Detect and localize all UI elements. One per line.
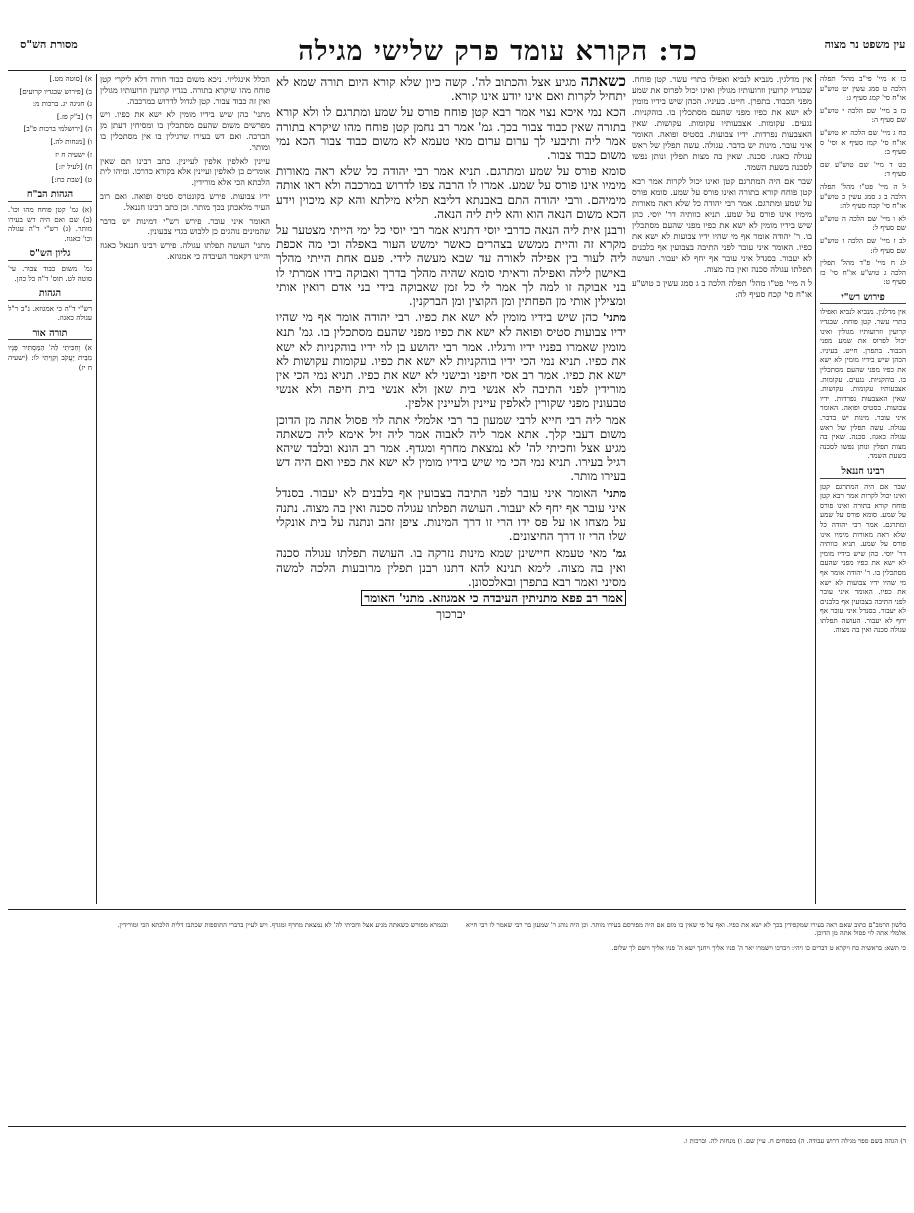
gemara-paragraph	[276, 607, 626, 621]
torah-or-title: תורה אור	[8, 329, 92, 341]
gemara-paragraph	[276, 310, 626, 410]
tosafot-entry: הכלל אינגליזי. ניכא משום כבוד חורה דלא ליקרי קטן פוחח מהו שיקרא בתורה. בגדיו קרועין וזרועותיו מגולין ואין זה כבוד צבור. קטן לגדול לדרוש במרכבה.	[100, 74, 270, 106]
paragraph-lead: כשאתה	[580, 74, 626, 90]
column-rule	[96, 74, 97, 904]
masoret-entry: א) [סוטה מט.]	[49, 74, 92, 83]
paragraph-text: אמר ליה רבי חייא לרבי שמעון בר רבי אלמלי אתה לוי פסול אתה מן הדוכן משום דעבי קלך. אתא אמר ליה לאבוה אמר ליה זיל אימא ליה כשאתה מגיע אצל וחכיתי לה' לא נמצאת מחרף ומגדף. אמר רב הונא ובלבד שיהא רגיל בעירו. תניא נמי הכי מי שיש בידיו מומין לא ישא את כפיו ואם היה דש בעירו מותר.	[276, 412, 626, 484]
rabbeinu-chananel-title: רבינו חננאל	[820, 467, 906, 479]
paragraph-text: הכא נמי איכא נצוי אמר רבא קטן פוחח פורס על שמע ומתרגם לו ולא קורא בתורה שאין כבוד צבור בכך. גמ' אמר רב נחמן קטן פוחח מהו שיקרא בתורה אמר ליה ותיבעי לך ערום ערום מאי טעמא לא משום כבוד צבור הכא נמי משום כבוד צבור.	[276, 105, 626, 163]
catchword: יברכוך	[436, 607, 466, 622]
verse-text: כי תשא: בראשית כח ויקרא ט דברים כו ויהי: ויברכו וישמרו יאר ה' פניו אליך ויחנך ישא ה' פניו אליך וישם לך שלום.	[611, 944, 906, 953]
header-rule	[8, 70, 906, 71]
masoret-heading: מסורת הש"ס	[20, 38, 78, 51]
rashi-title: פירוש רש"י	[820, 293, 906, 305]
ein-mishpat-entry: לג ח מיי' פ"ד מהל' תפלין הלכה ג טוש"ע או"ח סי' כז סעיף ט:	[820, 258, 906, 287]
hagahot-habach-title: הגהות הב"ח	[8, 190, 92, 202]
ein-mishpat-entry: לא ו מיי' שם הלכה ה טוש"ע שם סעיף ל:	[820, 213, 906, 233]
masoret-entry: ט) [שבת כח:]	[51, 174, 92, 184]
hagahot-habach-text: (א) גמ' קטן פוחח מהו וכו'. (ב) שם ואם היה דש בעירו מותר. (ג) רש"י ד"ה עגולה וכו' כאגוז.	[8, 204, 92, 243]
paragraph-text: כהן שיש בידיו מומין לא ישא את כפיו. רבי יהודה אומר אף מי שהיו ידיו צבועות סטיס ופואה לא ישא את כפיו מפני שהעם מסתכלין בו. גמ' תנא מומין שאמרו בפניו ידיו ורגליו. אמר רבי יהושע בן לוי ידיו בוהקניות לא ישא את כפיו. תניא נמי הכי ידיו בוהקניות לא ישא את כפיו. עקומות עקושות לא ישא את כפיו. אמר רב אסי חיפני ובישני לא ישא את כפיו. תניא נמי הכי אין מורידין לפני התיבה לא אנשי בית שאן ולא אנשי בית חיפה ולא אנשי טבעונין מפני שקורין לאלפין עיינין ולעיינין אלפין.	[276, 310, 626, 411]
rabbeinu-chananel-text: שבר אם היה המתרגם קטן ואינו יכול לקרות אמר רבא קטן פוחח קורא בתורה ואינו פורס על שמע. סומא פורס על שמע ומתרגם. אמר רבי יהודה כל שלא ראה מאורות מימיו אינו פורס על שמע. תניא כוותיה דר' יוסי. כהן שיש בידיו מומין לא ישא את כפיו מפני שהעם מסתכלין בו. ר' יהודה אומר אף מי שהיו ידיו צבועות לא ישא את כפיו. האומר איני עובר לפני התיבה בצבועין אף בלבנים לא יעבור. בסנדל איני עובר אף יחף לא יעבור. העושה תפלתו עגולה סכנה ואין בה מצוה.	[820, 481, 906, 635]
ein-mishpat-repeat: ל ה מיי' פט"ו מהל' תפלה הלכה ב ג סמג עשין כ טוש"ע או"ח סי' קכח סעיף לה:	[632, 278, 812, 299]
rashi-column	[632, 74, 812, 899]
bottom-commentary-right	[466, 914, 906, 1114]
column-rule	[815, 74, 816, 904]
masoret-entry: ה) [ירושלמי ברכות פ"ב]	[23, 124, 92, 134]
ein-mishpat-entry: כח ג מיי' שם הלכה יא טוש"ע או"ח סי' קמז סעיף א וסי' ס סעיף ב:	[820, 127, 906, 157]
paragraph-text: מגיע אצל והכתוב לה'. קשה כיון שלא קורא היום תורה שמא לא יתחיל לקרות ואם אינו יודע אינו קורא.	[276, 75, 626, 104]
gemara-text	[276, 74, 626, 899]
gemara-paragraph	[276, 164, 626, 221]
hagahot-text: רש"י ד"ה כי אמגוזא. נ"ב ר"ל עגולה כאגוז.	[8, 303, 92, 323]
footer-rule	[8, 1126, 906, 1127]
tosafot-column	[100, 74, 270, 899]
gemara-paragraph	[276, 591, 626, 605]
tosafot-entry: עיינין לאלפין אלפין לעיינין. כתב רבינו תם שאין אומרים כן לאלפין ועיינין אלא בקורא כדרכו. ומיהו לית הלכתא הכי אלא מורידין.	[100, 155, 270, 188]
rashi-text: אין מדלגין. מנביא לנביא ואפילו בתרי עשר. קטן פוחח. שבגדיו קרועין וזרועותיו מגולין ואינו יכול לפרוס את שמע מפני הכבוד. בתפרן. חייט. בעיניו. הכהן שיש בידיו מומין לא ישא את כפיו מפני שהעם מסתכלין בו. בוהקניות. נגעים. עקומות. אצבעותיו עקומות. עקושות. שאין האצבעות נפרדות. ידיו צבועות. בסטיס ופואה. האומר איני עובר. מינות יש בדבר. עגולה. עשה תפלין של ראש עגולה כאגוז. סכנה. שאין בה מצות תפלין ונותן נפשו לסכנה בשעת השמד.	[820, 307, 906, 461]
masoret-entry: ג) חגיגה יג. ברכות מ:	[32, 99, 92, 109]
gilyon-hashas-title: גליון הש"ס	[8, 249, 92, 261]
masoret-column	[8, 74, 92, 904]
footer-text: ד) הגהה בשם ספר מגילה דרוש עבודה. ה) בפסחים ח. עיין שם. ו) מנחות לה. וברכות ו.	[683, 1136, 906, 1145]
ein-mishpat-heading: עין משפט נר מצוה	[824, 38, 906, 51]
bottom-commentary-left	[8, 914, 448, 1114]
hagahot-title: הגהות	[8, 289, 92, 301]
ein-mishpat-entry: כז ב מיי' שם הלכה י טוש"ע שם סעיף ה:	[820, 105, 906, 125]
footer-notes	[8, 1130, 906, 1170]
paragraph-text: מאי טעמא חיישינן שמא מינות נזרקה בו. העושה תפלתו עגולה סכנה ואין בה מצוה. לימא תנינא להא דתנו רבנן תפלין מרובעות הלכה למשה מסיני ואמר רבא בתפרן ובאלכסונן.	[276, 545, 626, 589]
paragraph-text: ורבנן אית ליה הנאה כדרבי יוסי דתניא אמר רבי יוסי כל ימי הייתי מצטער על מקרא זה והיית ממשש בצהרים כאשר ימשש העור באפלה וכי מה אכפת ליה לעור בין אפילה לאורה עד שבא מעשה לידי. פעם אחת הייתי מהלך באישון לילה ואפילה וראיתי סומא שהיה מהלך בדרך ואבוקה בידו אמרתי לו בני אבוקה זו למה לך אמר לי כל זמן שאבוקה בידי בני אדם רואין אותי ומצילין אותי מן הפחתין ומן הקוצין ומן הברקנין.	[276, 223, 626, 309]
rashi-main-text: אין מדלגין. מנביא לנביא ואפילו בתרי עשר. קטן פוחח. שבגדיו קרועין וזרועותיו מגולין ואינו יכול לפרוס את שמע מפני הכבוד. בתפרן. חייט. בעיניו. הכהן שיש בידיו מומין לא ישא את כפיו מפני שהעם מסתכלין בו. בוהקניות. נגעים. עקומות. אצבעותיו עקומות. עקושות. שאין האצבעות נפרדות. ידיו צבועות. בסטיס ופואה. האומר איני עובר. מינות יש בדבר. עגולה. עשה תפלין של ראש עגולה כאגוז. סכנה. שאין בה מצות תפלין ונותן נפשו לסכנה בשעת השמד.	[632, 74, 812, 172]
closing-text: אמר רב פפא מתניתין העיבדה כי אמגוזא. מתני' האומר	[361, 590, 626, 606]
mishna-marker: מתני'	[602, 311, 626, 325]
gemara-paragraph	[276, 486, 626, 544]
mishna-marker: מתני'	[602, 486, 626, 500]
masoret-entry: ד) [ב"ק פז.]	[56, 111, 92, 121]
gilyon-hashas-text: גמ' משום כבוד צבור. עי' סוטה לט. תוס' ד"ה כל כהן.	[8, 263, 92, 283]
bottom-commentary-text: בלשון הרמב"ם כתוב שאם ראה בעירו שמקפידין בכך לא ישא את כפיו. ואף על פי שאין בו מום אם היה מפורסם בעירו מותר. וכן היה נוהג ר' שמעון בר רבי שאמר לו רבי חייא אלמלי אתה לוי פסול אתה מן הדוכן.	[466, 920, 906, 938]
torah-or-text: א) וְחִכִּיתִי לַה' הַמַּסְתִּיר פָּנָיו מִבֵּית יַעֲקֹב וְקִוֵּיתִי לוֹ: (ישעיה ח יז)	[8, 343, 92, 372]
masoret-entry: ב) [פירוש שבגדיו קרועים]	[19, 86, 92, 96]
tosafot-entry: האומר איני עובר. פירש רש"י דמינות יש בדבר שהמינים נוהגים כן ללבוש בגדי צבעונין.	[100, 215, 270, 237]
ein-mishpat-entry: לב ז מיי' שם הלכה ז טוש"ע שם סעיף לז:	[820, 235, 906, 255]
gemara-paragraph	[276, 74, 626, 103]
tosafot-entry: מתני' העושה תפלתו עגולה. פירש רבינו חננאל כאגוז והיינו דקאמר העיבדה כי אמגוזא.	[100, 240, 270, 261]
gemara-paragraph	[276, 105, 626, 162]
masoret-entry: ז) ישעיה ח יז	[55, 149, 92, 159]
tosafot-entry: מתני' כהן שיש בידיו מומין לא ישא את כפיו. ויש מפרשים משום שהעם מסתכלין בו ומסיחין דעתן מן הברכה. ואם דש בעירו שרגילין בו אין מסתכלין בו ומותר.	[100, 109, 270, 152]
gemara-marker: גמ'	[612, 546, 626, 560]
talmud-page	[8, 6, 906, 1206]
page-header	[8, 36, 906, 66]
masoret-entry: ח) [לעיל יז:]	[55, 162, 92, 172]
rabbeinu-chananel-repeat: שבר אם היה המתרגם קטן ואינו יכול לקרות אמר רבא קטן פוחח קורא בתורה ואינו פורס על שמע. סומא פורס על שמע ומתרגם. אמר רבי יהודה כל שלא ראה מאורות מימיו אינו פורס על שמע. תניא כוותיה דר' יוסי. כהן שיש בידיו מומין לא ישא את כפיו מפני שהעם מסתכלין בו. ר' יהודה אומר אף מי שהיו ידיו צבועות לא ישא את כפיו. האומר איני עובר לפני התיבה בצבועין אף בלבנים לא יעבור. בסנדל איני עובר אף יחף לא יעבור. העושה תפלתו עגולה סכנה ואין בה מצוה.	[632, 176, 812, 274]
ein-mishpat-entry: כו א מיי' פי"ב מהל' תפלה הלכה ט סמג עשין יט טוש"ע או"ח סי' קמג סעיף ג:	[820, 74, 906, 103]
paragraph-text: האומר איני עובר לפני התיבה בצבועין אף בלבנים לא יעבור. בסנדל איני עובר אף יחף לא יעבור. העושה תפלתו עגולה סכנה ואין בה מצוה. נתנה על מצחו או על פס ידו הרי זו דרך המינות. ציפן זהב ונתנה על בית אונקלי שלו הרי זו דרך החיצונים.	[276, 485, 626, 544]
ein-mishpat-entry: ל ה מיי' פט"ו מהל' תפלה הלכה ב ג סמג עשין כ טוש"ע או"ח סי' קכח סעיף לה:	[820, 181, 906, 211]
ein-mishpat-column	[820, 74, 906, 904]
tosafot-entry: ידיו צבועות. פירש בקונטרס סטיס ופואה. ואם רוב העיר מלאכתן בכך מותר. וכן כתב רבינו חננאל.	[100, 190, 270, 212]
gemara-paragraph	[276, 413, 626, 484]
bottom-commentary-text: ובגמרא מפורש כשאתה מגיע אצל וחכיתי לה' לא נמצאת מחרף ומגדף. ויש לעיין בדברי התוספות שכתבו דלית הלכתא הכי ומורידין.	[117, 920, 448, 929]
masoret-entry: ו) [מנחות לה.]	[50, 136, 92, 146]
gemara-paragraph	[276, 546, 626, 590]
gemara-paragraph	[276, 223, 626, 308]
paragraph-text: סומא פורס על שמע ומתרגם. תניא אמר רבי יהודה כל שלא ראה מאורות מימיו אינו פורס על שמע. אמרו לו הרבה צפו לדרוש במרכבה ולא ראו אותה מימיהם. ורבי יהודה התם באבנתא דליבא תליא מילתא והא קא מיכוין וידע הכא משום הנאה הוא והא לית ליה הנאה.	[276, 164, 626, 221]
page-title: כד: הקורא עומד פרק שלישי מגילה	[298, 36, 698, 67]
ein-mishpat-entry: כט ד מיי' שם טוש"ע שם סעיף ד:	[820, 159, 906, 179]
bottom-rule	[8, 909, 906, 910]
